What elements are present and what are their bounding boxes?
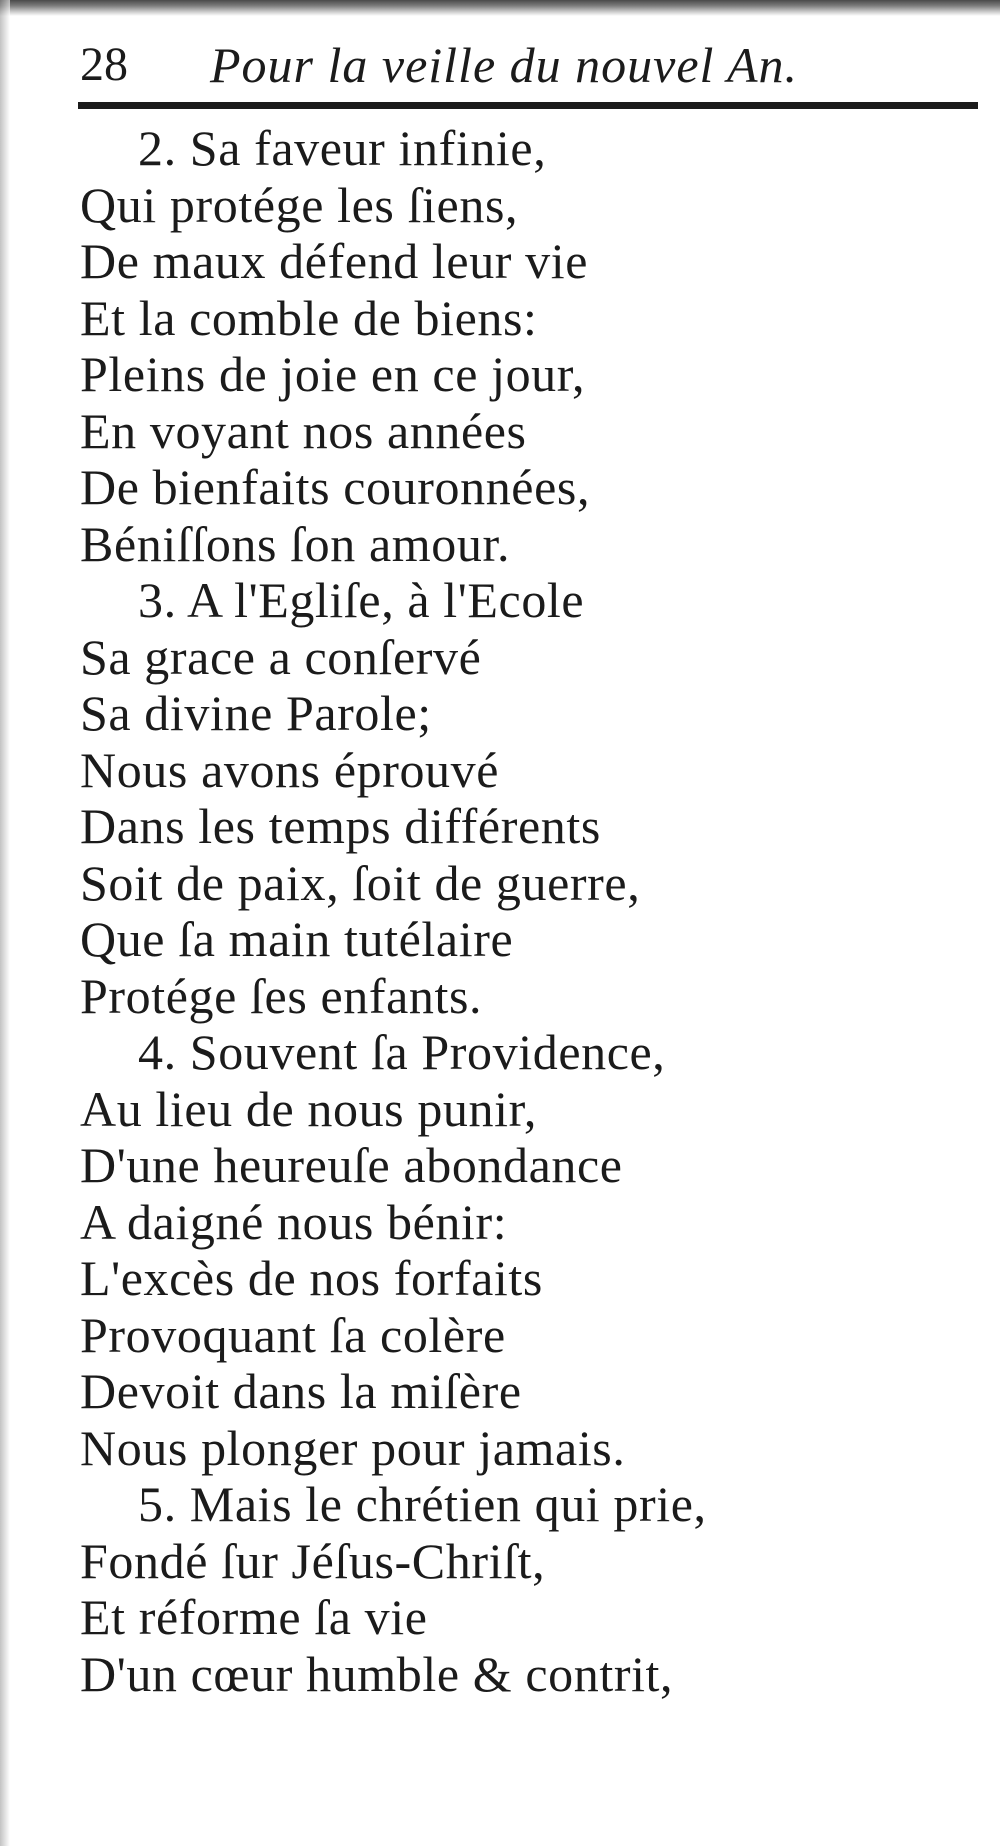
- verse-line: Nous plonger pour jamais.: [80, 1419, 626, 1476]
- page-header: [80, 30, 980, 100]
- verse-line: D'une heureuſe abondance: [80, 1137, 623, 1193]
- verse-line: Sa divine Parole;: [80, 685, 432, 741]
- poem-text: [80, 120, 980, 1702]
- verse-line: De maux défend leur vie: [80, 233, 589, 289]
- verse-line: Protége ſes enfants.: [80, 967, 483, 1024]
- verse-line: Sa grace a conſervé: [80, 628, 482, 685]
- verse-line: Béniſſons ſon amour.: [80, 515, 511, 572]
- verse-line: Pleins de joie en ce jour,: [80, 346, 586, 402]
- verse-line: Fondé ſur Jéſus-Chriſt,: [80, 1532, 546, 1589]
- running-title: Pour la veille du nouvel An.: [210, 37, 799, 93]
- verse-line: Au lieu de nous punir,: [80, 1080, 537, 1137]
- verse-line: Nous avons éprouvé: [80, 741, 500, 798]
- verse-line: En voyant nos années: [80, 402, 527, 459]
- verse-line: Et la comble de biens:: [80, 289, 538, 346]
- stanza-first-line: 3. A l'Egliſe, à l'Ecole: [138, 572, 585, 628]
- verse-line: L'excès de nos forfaits: [80, 1250, 543, 1306]
- page-top-edge: [0, 0, 1000, 16]
- verse-line: D'un cœur humble & contrit,: [80, 1645, 674, 1702]
- verse-line: De bienfaits couronnées,: [80, 459, 591, 515]
- verse-line: Qui protége les ſiens,: [80, 176, 519, 233]
- verse-line: Que ſa main tutélaire: [80, 911, 514, 967]
- verse-line: Provoquant ſa colère: [80, 1306, 506, 1363]
- stanza-first-line: 5. Mais le chrétien qui prie,: [138, 1476, 707, 1532]
- page-left-edge: [0, 0, 10, 1846]
- header-rule: [78, 102, 978, 109]
- verse-line: A daigné nous bénir:: [80, 1193, 508, 1250]
- page-number: 28: [80, 38, 128, 91]
- verse-line: Dans les temps différents: [80, 798, 601, 854]
- verse-line: Devoit dans la miſère: [80, 1363, 522, 1419]
- verse-line: Et réforme ſa vie: [80, 1589, 428, 1645]
- stanza-first-line: 4. Souvent ſa Providence,: [138, 1024, 666, 1080]
- stanza-first-line: 2. Sa faveur infinie,: [138, 120, 547, 176]
- verse-line: Soit de paix, ſoit de guerre,: [80, 854, 641, 911]
